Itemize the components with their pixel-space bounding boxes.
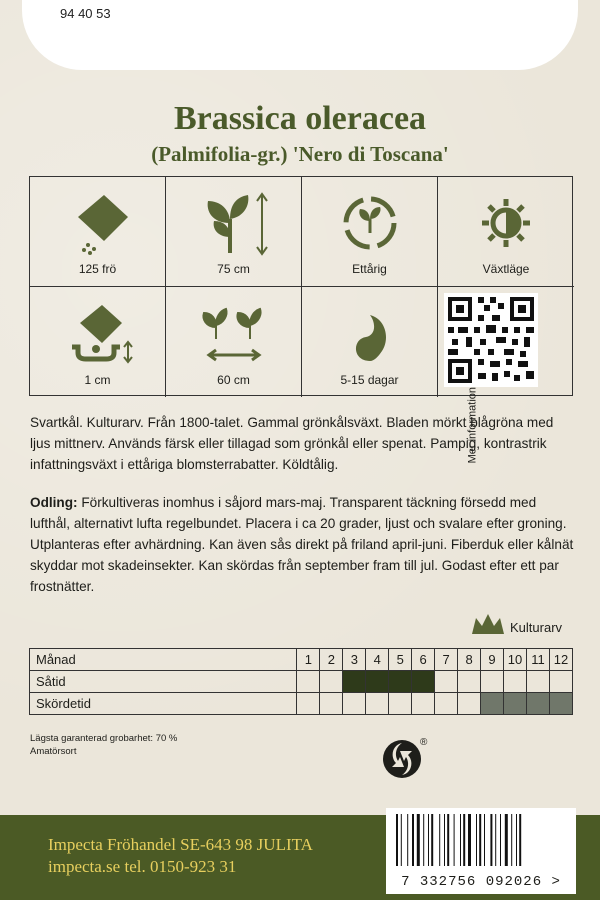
barcode-bar (495, 814, 496, 866)
barcode-bar (484, 814, 485, 866)
month-8: 8 (458, 649, 481, 671)
sun-icon (466, 189, 546, 259)
month-6: 6 (412, 649, 435, 671)
qr-code-icon[interactable] (444, 293, 538, 387)
crown-icon (470, 612, 506, 640)
calendar-cell-4 (366, 693, 389, 715)
calendar-cell-12 (549, 693, 572, 715)
calendar-cell-10 (504, 671, 527, 693)
height-label: 75 cm (217, 262, 250, 276)
cultivation-body: Förkultiveras inomhus i såjord mars-maj. Transparent täckning försedd med lufthål, alternativt lufta regelbundet. Placera i ca 20 grader, ljust och svalare efter groning. Utplanteras efter avhärdning. Kan även sås direkt på friland april-juni. Fiberduk eller kålnät skyddar mot skadeinsekter. Kan skördas från september fram till jul. Godast efter ett par frostnätter. (30, 495, 574, 594)
barcode-bar (454, 814, 455, 866)
barcode-bar (431, 814, 433, 866)
barcode-bar (519, 814, 521, 866)
calendar-cell-1 (297, 693, 320, 715)
calendar-cell-6 (412, 693, 435, 715)
company-address: Impecta Fröhandel SE-643 98 JULITA (48, 835, 313, 854)
spacing-label: 60 cm (217, 373, 250, 387)
barcode-bar (460, 814, 461, 866)
calendar-cell-2 (320, 693, 343, 715)
cultivation-heading: Odling: (30, 495, 78, 510)
barcode-bar (476, 814, 477, 866)
calendar-cell-8 (458, 671, 481, 693)
article-code: 94 40 53 (60, 6, 111, 21)
germination-cell (302, 287, 438, 397)
barcode-bar (468, 814, 471, 866)
amateur-note: Amatörsort (30, 746, 77, 757)
lifecycle-cell (302, 177, 438, 287)
sowing-row (30, 671, 573, 693)
calendar-cell-1 (297, 671, 320, 693)
calendar-cell-11 (526, 671, 549, 693)
month-10: 10 (504, 649, 527, 671)
height-cell (166, 177, 302, 287)
plant-spacing-icon (194, 299, 274, 369)
barcode-bar (444, 814, 445, 866)
annual-cycle-icon (330, 189, 410, 259)
cultivation-text (30, 492, 575, 597)
plant-height-icon (194, 189, 274, 259)
calendar-cell-11 (526, 693, 549, 715)
barcode-bar (479, 814, 481, 866)
company-contact: impecta.se tel. 0150-923 31 (48, 857, 237, 876)
barcode-bar (511, 814, 512, 866)
month-5: 5 (389, 649, 412, 671)
calendar-cell-9 (481, 693, 504, 715)
seed-count-label: 125 frö (78, 262, 117, 276)
month-header: Månad (30, 649, 297, 671)
calendar-cell-7 (435, 671, 458, 693)
seed-count-cell (30, 177, 166, 287)
calendar-cell-8 (458, 693, 481, 715)
calendar-cell-2 (320, 671, 343, 693)
depth-cell (30, 287, 166, 397)
position-label: Växtläge (482, 262, 530, 276)
harvest-label: Skördetid (30, 693, 297, 715)
barcode-bar (516, 814, 517, 866)
green-dot-icon (380, 735, 430, 779)
depth-label: 1 cm (84, 373, 111, 387)
month-2: 2 (320, 649, 343, 671)
description-text: Svartkål. Kulturarv. Från 1800-talet. Gammal grönkålsväxt. Bladen mörkt blågröna med ljus mittnerv. Används färsk eller tillagad som grönkål eller spenat. Pampig, kontrastrik infattningsväxt i ettåriga blomsterrabatter. Köldtålig. (30, 415, 554, 472)
seed-packet-icon (58, 189, 138, 259)
month-7: 7 (435, 649, 458, 671)
barcode-bar (505, 814, 508, 866)
variety-subtitle: (Palmifolia-gr.) 'Nero di Toscana' (151, 142, 449, 166)
calendar-cell-5 (389, 671, 412, 693)
sowing-label: Såtid (30, 671, 297, 693)
month-11: 11 (526, 649, 549, 671)
barcode-number: 7 332756 092026 > (401, 874, 561, 890)
calendar-header-row (30, 649, 573, 671)
barcode-bars (396, 814, 564, 866)
barcode-bar (500, 814, 501, 866)
calendar-cell-6 (412, 671, 435, 693)
month-9: 9 (481, 649, 504, 671)
species-title: Brassica oleracea (173, 100, 427, 137)
month-1: 1 (297, 649, 320, 671)
qr-cell (438, 287, 574, 464)
barcode-bar (412, 814, 414, 866)
calendar-cell-12 (549, 671, 572, 693)
barcode-bar (423, 814, 424, 866)
lifecycle-label: Ettårig (352, 262, 387, 276)
barcode-bar (401, 814, 402, 866)
sowing-calendar (29, 648, 573, 715)
calendar-cell-9 (481, 671, 504, 693)
calendar-cell-5 (389, 693, 412, 715)
barcode-bar (439, 814, 440, 866)
sowing-depth-icon (58, 299, 138, 369)
barcode-bar (396, 814, 398, 866)
calendar-cell-4 (366, 671, 389, 693)
month-12: 12 (549, 649, 572, 671)
barcode-bar (447, 814, 449, 866)
svg-text:®: ® (420, 737, 428, 748)
spacing-cell (166, 287, 302, 397)
calendar-cell-3 (343, 693, 366, 715)
germination-label: 5-15 dagar (340, 373, 399, 387)
barcode-bar (417, 814, 420, 866)
barcode-bar (407, 814, 408, 866)
barcode-bar (490, 814, 492, 866)
heritage-label: Kulturarv (510, 620, 563, 635)
position-cell (438, 177, 574, 287)
qr-label: Mer information (466, 387, 478, 464)
germination-guarantee: Lägsta garanterad grobarhet: 70 % (30, 733, 178, 744)
month-4: 4 (366, 649, 389, 671)
barcode-bar (463, 814, 465, 866)
germination-icon (330, 299, 410, 369)
month-3: 3 (343, 649, 366, 671)
calendar-cell-3 (343, 671, 366, 693)
barcode (386, 808, 576, 894)
calendar-cell-7 (435, 693, 458, 715)
calendar-cell-10 (504, 693, 527, 715)
harvest-row (30, 693, 573, 715)
barcode-bar (428, 814, 429, 866)
